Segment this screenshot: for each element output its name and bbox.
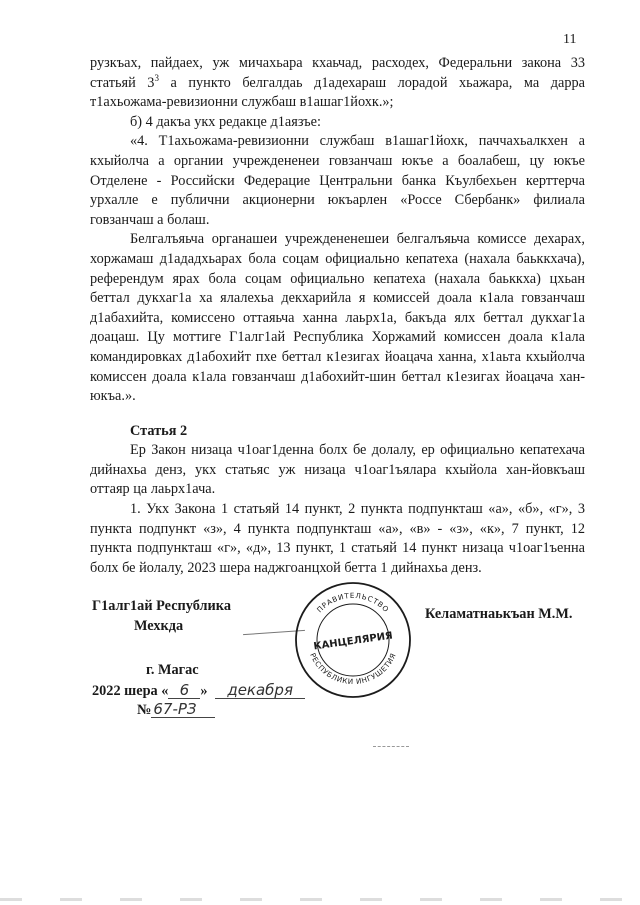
article-2-paragraph-1: Ер Закон низаца ч1оаг1денна болх бе долалу, ер официально кепатехача дийнахьа денз, укх статьяс уж низаца ч1оаг1ъялара кхыйола хан-йовкъаш оттаяр ца лаьрх1ача.: [90, 442, 585, 498]
paragraph-expenses: рузкъах, пайдаех, уж мичахьара кхаьчад, расходех, Федеральни закона 33 статьяй $3^3$ а пункто белгалдаь д1адехараш лорадой хьажара, ма дарра т1ахьожама-ревизионни службаш в1ашаг1йохк.»;: [90, 55, 585, 111]
handwritten-day: 6: [168, 683, 200, 699]
faint-mark: [373, 746, 409, 747]
stamp-ring-top: ПРАВИТЕЛЬСТВО: [314, 590, 392, 615]
paragraph-commissions: Белгалъяьча органашеи учреждененешеи белгалъяьча комиссе дехарах, хоржамаш д1ададхьарах бола соцам официально кепатеха (нахала баьккхача), референдум ярах бола соцам официально кепатеха (нахала баьккха) цхьан беттал дукхаг1а ха ялалехьа декхарийла я комиссей доала к1ала говзанчаш д1абахийта, комиссено оттаяьча ханна лаьрх1а, бакъда ялх беттал дукхаг1а доацаш. Цу моттиге Г1алг1ай Республика Хоржамий комиссен доала к1ала командировках д1абохийт пхе беттал к1езигах йоацача ханна, х1аьта кхыйолча комиссен доала к1ала говзанчаш д1абохийт-шин беттал к1езигах йоацача хан-юкъа.».: [90, 231, 585, 405]
article-2-heading: Статья 2: [130, 422, 188, 439]
quoted-part-4: «4. Т1ахьожама-ревизионни службаш в1ашаг1йохк, паччахьалкхен а кхыйолча а органии учреждененеи говзанчаш юкъе а боалабеш, цу юкъе Отделене - Российски Федерацие Центральни банка Къулбехьен керттерча урхалле е публични акционерни юкъарлен «Россе Сбербанк» филиала говзанчаш а болаш.: [90, 133, 585, 228]
stamp-center-text: КАНЦЕЛЯРИЯ: [312, 630, 394, 653]
law-number: № 67-РЗ: [137, 702, 215, 719]
stamp-ring-bottom: РЕСПУБЛИКИ ИНГУШЕТИЯ: [308, 651, 398, 687]
signatory-name: Келаматнаькъан М.М.: [425, 606, 573, 622]
article-2-paragraph-2: 1. Укх Закона 1 статьяй 14 пункт, 2 пункта подпункташ «а», «б», «г», 3 пункта подпункт «з», 4 пункта подпункташ «а», «в» - «з», «к», 7 пункт, 12 пункта подпункташ «г», «д», 13 пункт, 1 статьяй 14 пункт низаца ч1оаг1ъенна болх бе йолалу, 2023 шера наджгоанцхой бетта 1 дийнахьа денз.: [90, 501, 585, 576]
svg-text:ПРАВИТЕЛЬСТВО: [315, 591, 391, 614]
handwritten-month: декабря: [215, 683, 305, 699]
signing-date: 2022 шера « 6 » декабря: [92, 683, 305, 700]
signatory-title: Г1алг1ай Республика Мехкда: [92, 598, 231, 634]
official-stamp: [293, 580, 413, 700]
superscript: 3: [154, 72, 159, 83]
page-number: 11: [563, 32, 577, 47]
item-b: б) 4 дакъа укх редакце д1аязъе:: [130, 113, 321, 130]
handwritten-number: 67-РЗ: [151, 702, 215, 718]
document-body: [90, 54, 585, 578]
scan-edge: [0, 898, 640, 901]
signing-place: г. Магас: [146, 662, 199, 678]
